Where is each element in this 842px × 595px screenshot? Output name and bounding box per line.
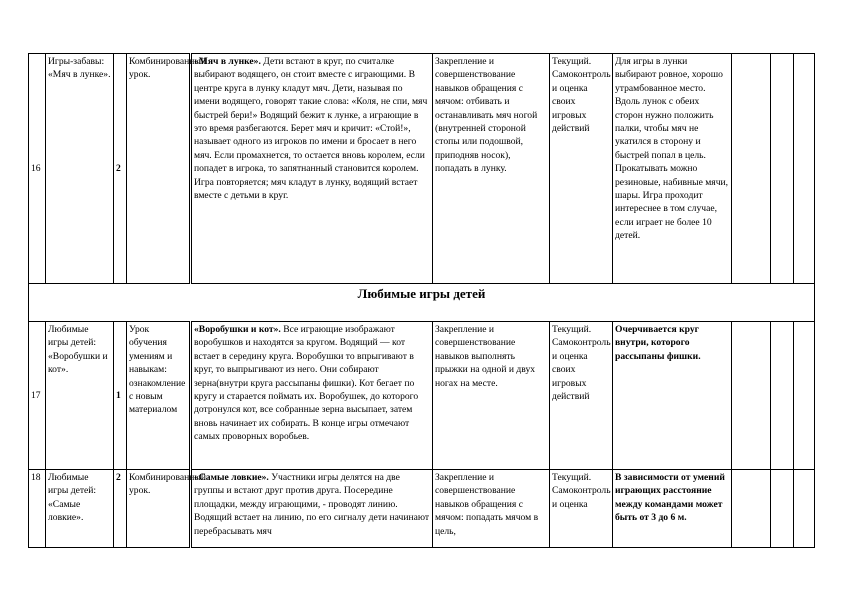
empty-cell — [794, 54, 815, 284]
lesson-type: Комбинированный урок. — [127, 54, 191, 284]
notes: В зависимости от умений играющих расстояние между командами может быть от 3 до 6 м. — [613, 470, 732, 548]
control-type: Текущий. Самоконтроль и оценка — [550, 470, 613, 548]
empty-cell — [771, 54, 794, 284]
game-description — [191, 470, 433, 548]
hours-count: 2 — [114, 54, 127, 284]
lesson-topic: Любимые игры детей: «Самые ловкие». — [46, 470, 114, 548]
game-description — [191, 54, 433, 284]
row-number: 16 — [29, 54, 46, 284]
lesson-goal: Закрепление и совершенствование навыков обращения с мячом: отбивать и останавливать мяч ногой (внутренней стороной стопы или подошвой, приподняв носок), попадать в лунку. — [433, 54, 550, 284]
lesson-plan-table — [28, 53, 815, 548]
notes: Очерчивается круг внутри, которого рассыпаны фишки. — [613, 322, 732, 470]
game-name: «Мяч в лунке». — [194, 56, 261, 67]
game-name: «Самые ловкие». — [194, 472, 269, 483]
game-text: Все играющие изображают воробушков и находятся за кругом. Водящий — кот встает в середину круга. Воробушки то впрыгивают в круг, то выпрыгивают из него. Они собирают зерна(внутри круга рассыпаны фишки). Кот бегает по кругу и старается поймать их. Воробушек, до которого дотронулся кот, все собранные зерна высыпает, затем вновь начинает их собирать. В конце игры отмечают самых проворных воробьев. — [194, 324, 419, 443]
row-number: 18 — [29, 470, 46, 548]
empty-cell — [732, 54, 771, 284]
empty-cell — [794, 322, 815, 470]
game-text: Участники игры делятся на две группы и встают друг против друга. Посередине площадки, между играющими, - проводят линию. Водящий встает на линию, по его сигналу дети начинают перебрасывать мяч — [194, 472, 430, 537]
game-description — [191, 322, 433, 470]
section-title: Любимые игры детей — [29, 284, 815, 322]
lesson-type: Урок обучения умениям и навыкам: ознакомление с новым материалом — [127, 322, 191, 470]
lesson-topic: Любимые игры детей: «Воробушки и кот». — [46, 322, 114, 470]
empty-cell — [794, 470, 815, 548]
hours-count: 2 — [114, 470, 127, 548]
empty-cell — [732, 322, 771, 470]
table-row — [29, 470, 815, 548]
empty-cell — [771, 470, 794, 548]
lesson-goal: Закрепление и совершенствование навыков выполнять прыжки на одной и двух ногах на месте. — [433, 322, 550, 470]
lesson-goal: Закрепление и совершенствование навыков обращения с мячом: попадать мячом в цель, — [433, 470, 550, 548]
notes: Для игры в лунки выбирают ровное, хорошо утрамбованное место. Вдоль лунок с обеих сторон нужно положить палки, чтобы мяч не укатился в сторону и быстрей попал в цель. Прокатывать можно резиновые, набивные мячи, шары. Игра проходит интереснее в том случае, если играет не более 10 детей. — [613, 54, 732, 284]
table-row — [29, 322, 815, 470]
game-name: «Воробушки и кот». — [194, 324, 281, 335]
empty-cell — [771, 322, 794, 470]
table-row — [29, 54, 815, 284]
hours-count: 1 — [114, 322, 127, 470]
section-row — [29, 284, 815, 322]
row-number: 17 — [29, 322, 46, 470]
lesson-topic: Игры-забавы: «Мяч в лунке». — [46, 54, 114, 284]
game-text: Дети встают в круг, по считалке выбирают водящего, он стоит вместе с играющими. В центре круга в лунку кладут мяч. Дети, называя по имени водящего, говорят такие слова: «Коля, не спи, мяч быстрей бери!» Водящий бежит к лунке, а играющие в это время разбегаются. Берет мяч и кричит: «Стой!», называет одного из игроков по имени и бросает в него мяч. Если промахнется, то остается вновь королем, если попадет в игрока, то запятнанный становится королем. Игра повторяется; мяч кладут в лунку, водящий встает вместе с детьми в круг. — [194, 56, 428, 202]
empty-cell — [732, 470, 771, 548]
control-type: Текущий. Самоконтроль и оценка своих игровых действий — [550, 54, 613, 284]
control-type: Текущий. Самоконтроль и оценка своих игровых действий — [550, 322, 613, 470]
lesson-type: Комбинированный урок. — [127, 470, 191, 548]
